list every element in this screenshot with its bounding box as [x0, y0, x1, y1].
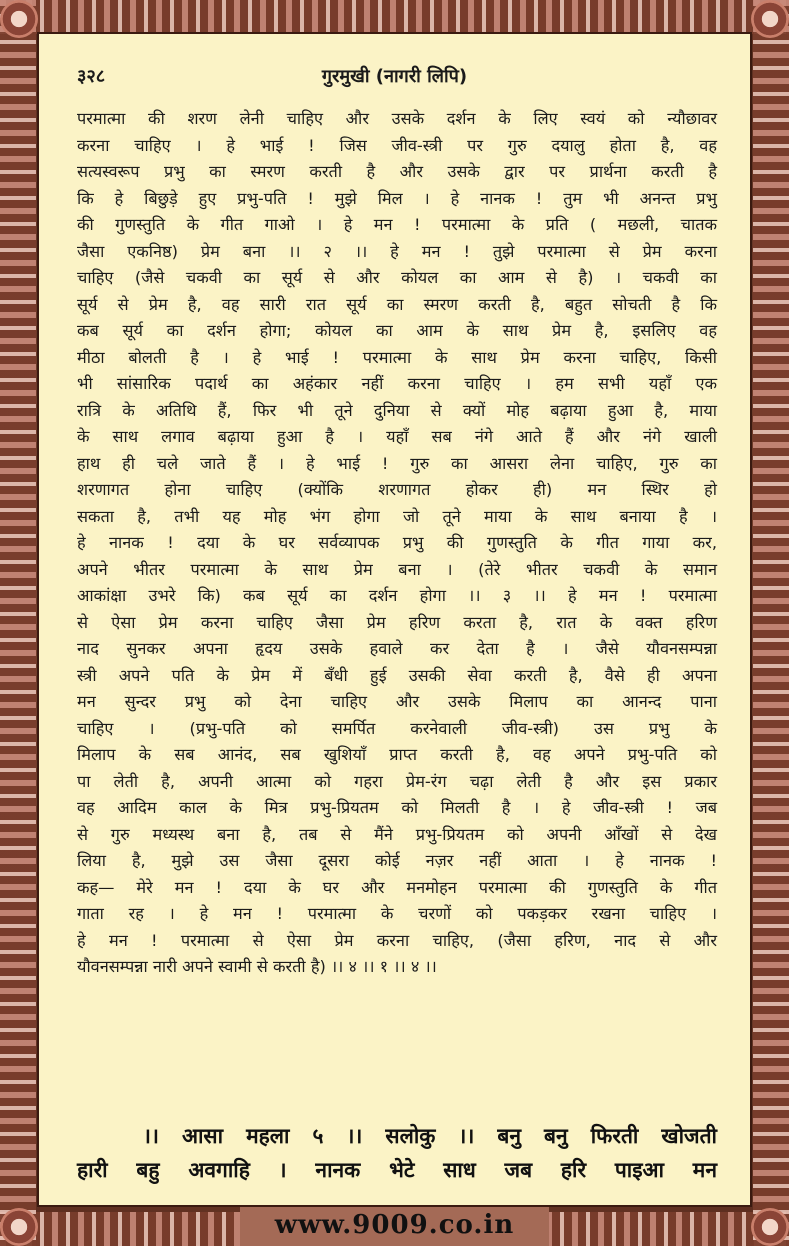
- text-line: से ऐसा प्रेम करना चाहिए जैसा प्रेम हरिण करता है, रात के वक्त हरिण: [77, 612, 717, 632]
- text-line: मीठा बोलती है । हे भाई ! परमात्मा के साथ प्रेम करना चाहिए, किसी: [77, 347, 717, 367]
- text-line: चाहिए । (प्रभु-पति को समर्पित करनेवाली जीव-स्त्री) उस प्रभु के: [77, 718, 717, 738]
- page-header: [77, 64, 712, 94]
- page: [37, 32, 752, 1207]
- text-line: से गुरु मध्यस्थ बना है, तब से मैंने प्रभु-प्रियतम को अपनी आँखों से देख: [77, 824, 717, 844]
- text-line: रात्रि के अतिथि हैं, फिर भी तूने दुनिया से क्यों मोह बढ़ाया हुआ है, माया: [77, 400, 717, 420]
- text-line: लिया है, मुझे उस जैसा दूसरा कोई नज़र नहीं आता । हे नानक !: [77, 851, 717, 870]
- corner-ornament: [0, 0, 38, 38]
- border-right: [753, 0, 789, 1246]
- text-line: मिलाप के सब आनंद, सब खुशियाँ प्राप्त करती है, वह अपने प्रभु-पति को: [77, 745, 717, 764]
- text-line: करना चाहिए । हे भाई ! जिस जीव-स्त्री पर गुरु दयालु होता है, वह: [77, 135, 717, 155]
- text-line: कब सूर्य का दर्शन होगा; कोयल का आम के साथ प्रेम है, इसलिए वह: [77, 321, 717, 340]
- page-number: ३२८: [77, 66, 106, 87]
- border-top: [0, 0, 789, 34]
- text-line: हे नानक ! दया के घर सर्वव्यापक प्रभु की गुणस्तुति के गीत गाया कर,: [77, 533, 717, 552]
- text-line: कि हे बिछुड़े हुए प्रभु-पति ! मुझे मिल । हे नानक ! तुम भी अनन्त प्रभु: [77, 188, 717, 208]
- text-line: सकता है, तभी यह मोह भंग होगा जो तूने माया के साथ बनाया है ।: [77, 506, 717, 526]
- border-left: [0, 0, 36, 1246]
- verse-line: ।। आसा महला ५ ।। सलोकु ।। बनु बनु फिरती खोजती: [143, 1124, 717, 1148]
- text-line: की गुणस्तुति के गीत गाओ । हे मन ! परमात्मा के प्रति ( मछली, चातक: [77, 215, 717, 234]
- text-line: सत्यस्वरूप प्रभु का स्मरण करती है और उसके द्वार पर प्रार्थना करती है: [77, 162, 717, 181]
- text-line: यौवनसम्पन्ना नारी अपने स्वामी से करती है) ।। ४ ।। १ ।। ४ ।।: [77, 957, 437, 976]
- text-line: हाथ ही चले जाते हैं । हे भाई ! गुरु का आसरा लेना चाहिए, गुरु का: [77, 453, 717, 473]
- text-line: के साथ लगाव बढ़ाया हुआ है । यहाँ सब नंगे आते हैं और नंगे खाली: [77, 427, 717, 446]
- running-title: गुरमुखी (नागरी लिपि): [321, 66, 468, 87]
- text-line: वह आदिम काल के मित्र प्रभु-प्रियतम को मिलती है । हे जीव-स्त्री ! जब: [77, 798, 717, 817]
- text-line: गाता रह । हे मन ! परमात्मा के चरणों को पकड़कर रखना चाहिए ।: [77, 904, 717, 923]
- text-line: स्त्री अपने पति के प्रेम में बँधी हुई उसकी सेवा करती है, वैसे ही अपना: [77, 665, 717, 685]
- gurmukhi-verse: [77, 1119, 717, 1187]
- text-line: जैसा एकनिष्ठ) प्रेम बना ।। २ ।। हे मन ! तुझे परमात्मा से प्रेम करना: [77, 241, 717, 261]
- text-line: नाद सुनकर अपना हृदय उसके हवाले कर देता है । जैसे यौवनसम्पन्ना: [77, 639, 717, 658]
- text-line: भी सांसारिक पदार्थ का अहंकार नहीं करना चाहिए । हम सभी यहाँ एक: [77, 374, 717, 393]
- text-line: शरणागत होना चाहिए (क्योंकि शरणागत होकर ही) मन स्थिर हो: [77, 480, 717, 499]
- text-line: मन सुन्दर प्रभु को देना चाहिए और उसके मिलाप का आनन्द पाना: [77, 692, 717, 711]
- text-line: कह— मेरे मन ! दया के घर और मनमोहन परमात्मा की गुणस्तुति के गीत: [77, 877, 717, 897]
- text-line: चाहिए (जैसे चकवी का सूर्य से और कोयल का आम से है) । चकवी का: [77, 268, 717, 287]
- text-line: हे मन ! परमात्मा से ऐसा प्रेम करना चाहिए, (जैसा हरिण, नाद से और: [77, 930, 717, 950]
- text-line: पा लेती है, अपनी आत्मा को गहरा प्रेम-रंग चढ़ा लेती है और इस प्रकार: [77, 771, 717, 791]
- text-line: आकांक्षा उभरे कि) कब सूर्य का दर्शन होगा ।। ३ ।। हे मन ! परमात्मा: [77, 586, 717, 605]
- text-line: अपने भीतर परमात्मा के साथ प्रेम बना । (तेरे भीतर चकवी के समान: [77, 559, 717, 579]
- body-text: [77, 106, 717, 981]
- text-line: सूर्य से प्रेम है, वह सारी रात सूर्य का स्मरण करती है, बहुत सोचती है कि: [77, 294, 717, 314]
- text-line: परमात्मा की शरण लेनी चाहिए और उसके दर्शन के लिए स्वयं को न्यौछावर: [77, 109, 717, 128]
- verse-line: हारी बहु अवगाहि । नानक भेटे साध जब हरि पाइआ मन: [77, 1158, 717, 1182]
- footer-url[interactable]: www.9009.co.in: [274, 1210, 515, 1240]
- corner-ornament: [751, 0, 789, 38]
